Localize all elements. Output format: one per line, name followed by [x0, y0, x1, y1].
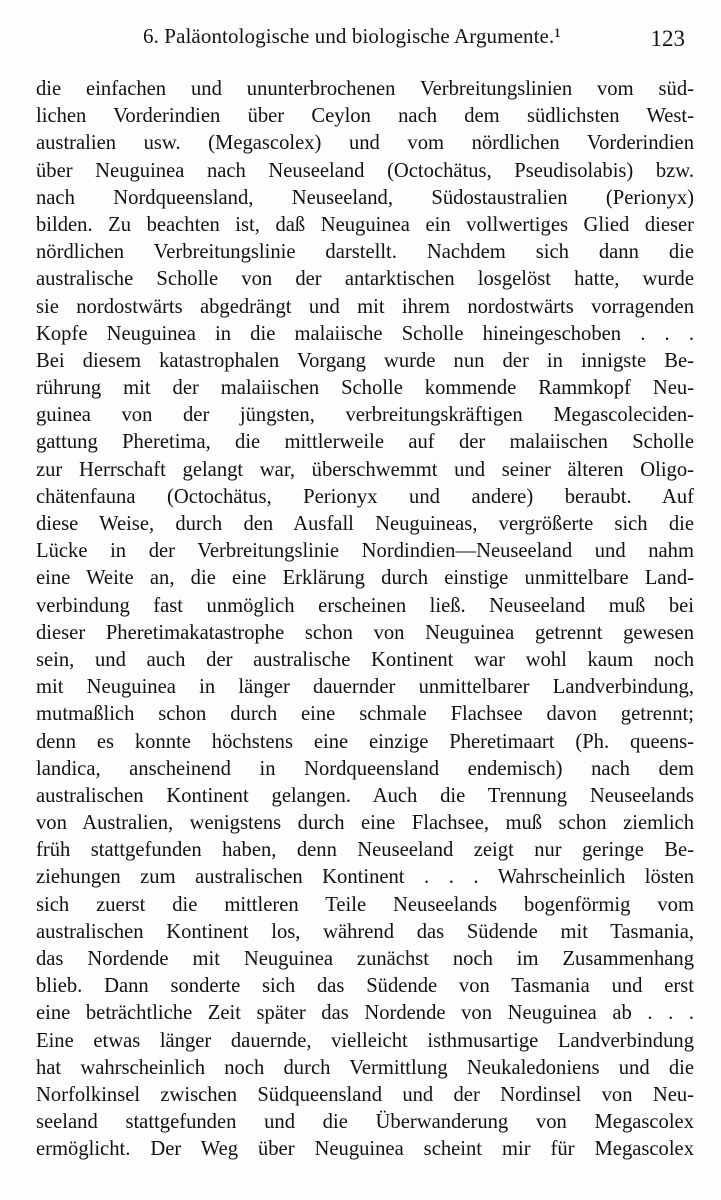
text-line: eine beträchtliche Zeit später das Nordende von Neuguinea ab . . .	[36, 1002, 694, 1025]
text-line: australischen Kontinent gelangen. Auch die Trennung Neuseelands	[36, 784, 694, 807]
chapter-title: 6. Paläontologische und biologische Argumente.¹	[143, 24, 561, 48]
text-line: australische Scholle von der antarktischen losgelöst hatte, wurde	[36, 268, 694, 291]
text-line: mutmaßlich schon durch eine schmale Flachsee davon getrennt;	[36, 703, 694, 726]
text-line: von Australien, wenigstens durch eine Flachsee, muß schon ziemlich	[36, 812, 694, 835]
text-line: chätenfauna (Octochätus, Perionyx und andere) beraubt. Auf	[36, 485, 694, 508]
text-line: rührung mit der malaiischen Scholle kommende Rammkopf Neu-	[36, 377, 694, 400]
text-line: sich zuerst die mittleren Teile Neuseelands bogenförmig vom	[36, 893, 694, 916]
text-line: mit Neuguinea in länger dauernder unmittelbarer Landverbindung,	[36, 676, 694, 699]
page-number: 123	[650, 26, 685, 51]
text-line: die einfachen und ununterbrochenen Verbreitungslinien vom süd-	[36, 78, 694, 100]
text-line: das Nordende mit Neuguinea zunächst noch im Zusammenhang	[36, 948, 694, 970]
text-line: nördlichen Verbreitungslinie darstellt. Nachdem sich dann die	[36, 241, 694, 264]
text-line: guinea von der jüngsten, verbreitungskräftigen Megascoleciden-	[36, 404, 694, 427]
text-line: seeland stattgefunden und die Überwanderung von Megascolex	[36, 1111, 694, 1134]
text-line: landica, anscheinend in Nordqueensland endemisch) nach dem	[36, 757, 694, 780]
text-line: lichen Vorderindien über Ceylon nach dem südlichsten West-	[36, 105, 694, 128]
text-line: ermöglicht. Der Weg über Neuguinea scheint mir für Megascolex	[36, 1138, 694, 1161]
text-line: eine Weite an, die eine Erklärung durch einstige unmittelbare Land-	[36, 567, 694, 590]
text-line: australien usw. (Megascolex) und vom nördlichen Vorderindien	[36, 132, 694, 155]
text-line: ziehungen zum australischen Kontinent . . . Wahrscheinlich lösten	[36, 866, 694, 889]
text-line: gattung Pheretima, die mittlerweile auf der malaiischen Scholle	[36, 431, 694, 454]
text-line: dieser Pheretimakatastrophe schon von Neuguinea getrennt gewesen	[36, 621, 694, 644]
text-line: Lücke in der Verbreitungslinie Nordindien—Neuseeland und nahm	[36, 540, 694, 563]
text-line: zur Herrschaft gelangt war, überschwemmt und seiner älteren Oligo-	[36, 458, 694, 481]
text-line: Eine etwas länger dauernde, vielleicht isthmusartige Landverbindung	[36, 1029, 694, 1052]
text-line: Norfolkinsel zwischen Südqueensland und der Nordinsel von Neu-	[36, 1083, 694, 1106]
text-line: blieb. Dann sonderte sich das Südende von Tasmania und erst	[36, 975, 694, 998]
text-line: sie nordostwärts abgedrängt und mit ihrem nordostwärts vorragenden	[36, 295, 694, 318]
text-line: sein, und auch der australische Kontinent war wohl kaum noch	[36, 648, 694, 671]
text-line: australischen Kontinent los, während das Südende mit Tasmania,	[36, 920, 694, 943]
text-line: über Neuguinea nach Neuseeland (Octochätus, Pseudisolabis) bzw.	[36, 159, 694, 182]
running-head	[36, 20, 691, 56]
text-line: Bei diesem katastrophalen Vorgang wurde nun der in innigste Be-	[36, 349, 694, 372]
text-line: verbindung fast unmöglich erscheinen ließ. Neuseeland muß bei	[36, 594, 694, 617]
text-line: denn es konnte höchstens eine einzige Pheretimaart (Ph. queens-	[36, 730, 694, 753]
text-line: hat wahrscheinlich noch durch Vermittlung Neukaledoniens und die	[36, 1056, 694, 1079]
text-line: bilden. Zu beachten ist, daß Neuguinea ein vollwertiges Glied dieser	[36, 213, 694, 236]
text-line: diese Weise, durch den Ausfall Neuguineas, vergrößerte sich die	[36, 513, 694, 535]
text-line: Kopfe Neuguinea in die malaiische Scholle hineingeschoben . . .	[36, 322, 694, 345]
text-line: nach Nordqueensland, Neuseeland, Südostaustralien (Perionyx)	[36, 186, 694, 209]
body-text	[36, 76, 694, 1164]
text-line: früh stattgefunden haben, denn Neuseeland zeigt nur geringe Be-	[36, 839, 694, 862]
